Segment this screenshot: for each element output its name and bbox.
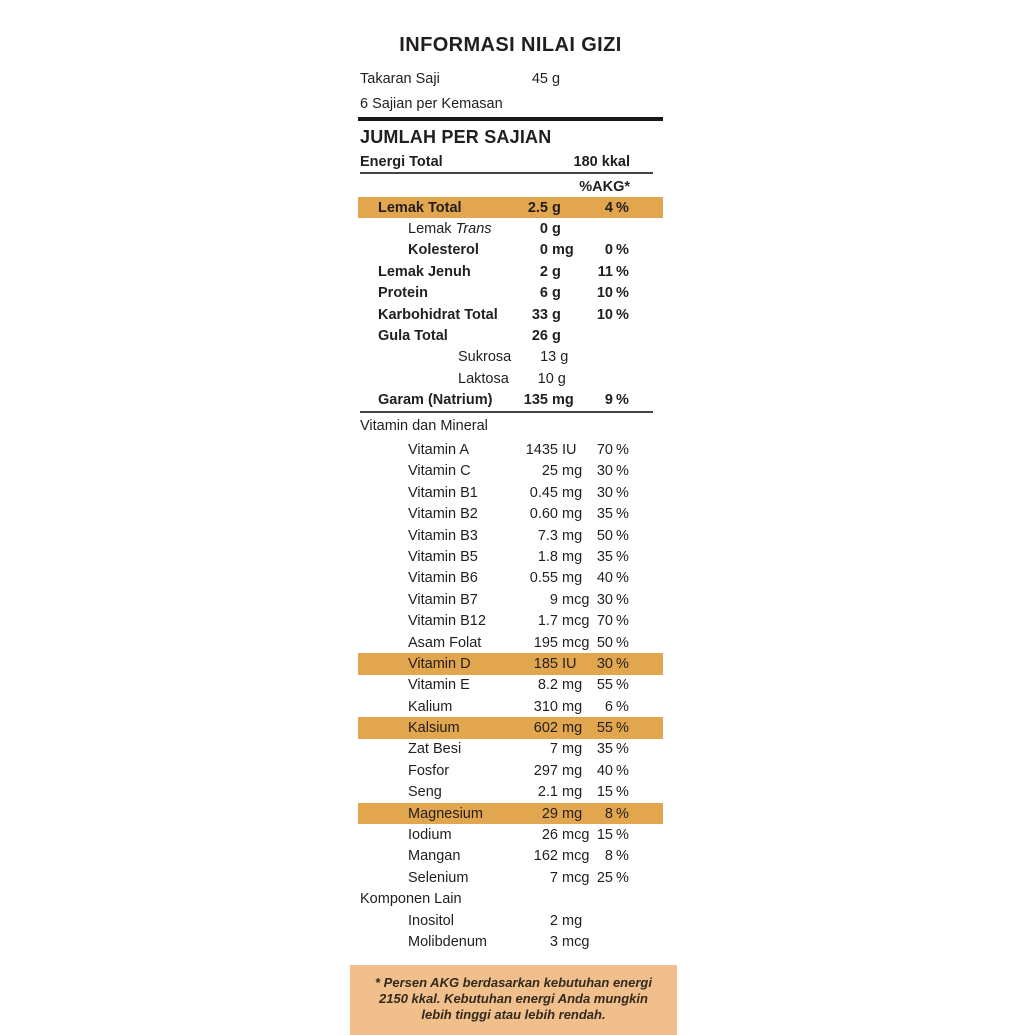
nutrient-unit: mg (562, 698, 583, 715)
nutrient-label: Vitamin B12 (408, 613, 486, 630)
nutrient-row (358, 503, 663, 524)
nutrient-row (358, 525, 663, 546)
nutrient-amount: 602 (533, 720, 558, 737)
percent-sign: % (616, 570, 629, 587)
percent-sign: % (616, 242, 629, 259)
nutrient-label: Lemak Total (378, 199, 462, 216)
nutrient-amount: 6 (539, 285, 548, 302)
nutrient-row (358, 931, 663, 952)
nutrient-row (358, 696, 663, 717)
akg-footnote: * Persen AKG berdasarkan kebutuhan energi 2150 kkal. Kebutuhan energi Anda mungkin lebih tinggi atau lebih rendah. (350, 965, 677, 1035)
other-component-rows (358, 910, 663, 953)
nutrient-percent: 35 (596, 506, 613, 523)
servings-per-package-row (358, 91, 663, 116)
nutrient-percent: 30 (596, 484, 613, 501)
nutrient-unit: mg (562, 677, 583, 694)
nutrient-unit: mcg (562, 933, 590, 950)
energy-value: 180 kkal (573, 154, 630, 170)
nutrient-row (358, 675, 663, 696)
nutrient-row (358, 568, 663, 589)
nutrient-unit: mcg (562, 613, 590, 630)
nutrient-percent: 40 (596, 570, 613, 587)
serving-size-amount: 45 (531, 70, 548, 87)
nutrition-facts-label (358, 0, 663, 1035)
divider-thick (358, 117, 663, 121)
nutrient-label: Vitamin B3 (408, 527, 478, 544)
nutrient-amount: 1435 (525, 441, 558, 458)
nutrient-row (358, 910, 663, 931)
serving-size-unit: g (552, 70, 561, 87)
nutrient-amount: 25 (541, 463, 558, 480)
nutrient-row (358, 261, 663, 282)
serving-info (358, 66, 663, 116)
nutrient-unit: g (552, 263, 561, 280)
nutrient-label: Protein (378, 285, 428, 302)
percent-sign: % (616, 634, 629, 651)
vitamin-mineral-rows (358, 439, 663, 888)
nutrient-unit: mg (562, 527, 583, 544)
nutrient-unit: g (552, 221, 561, 238)
other-components-section-header: Komponen Lain (360, 891, 462, 908)
nutrient-label: Asam Folat (408, 634, 482, 651)
nutrient-row (358, 283, 663, 304)
nutrient-amount: 2.5 (527, 199, 548, 216)
nutrient-label: Kolesterol (408, 242, 479, 259)
nutrient-amount: 13 (540, 349, 557, 366)
nutrient-percent: 10 (596, 285, 613, 302)
percent-sign: % (616, 848, 629, 865)
nutrient-amount: 8.2 (537, 677, 558, 694)
vitamin-mineral-section-header: Vitamin dan Mineral (360, 417, 488, 434)
servings-per-package: 6 Sajian per Kemasan (360, 95, 503, 112)
nutrient-amount: 7 (549, 869, 558, 886)
percent-sign: % (616, 698, 629, 715)
nutrient-percent: 15 (596, 784, 613, 801)
akg-column-header: %AKG* (579, 179, 630, 195)
nutrient-unit: mcg (562, 848, 590, 865)
percent-sign: % (616, 306, 629, 323)
nutrient-row (358, 304, 663, 325)
nutrient-percent: 10 (596, 306, 613, 323)
nutrient-unit: mg (562, 912, 583, 929)
nutrient-percent: 55 (596, 720, 613, 737)
nutrient-unit: g (552, 306, 561, 323)
nutrient-label: Vitamin B7 (408, 591, 478, 608)
nutrient-label: Lemak Jenuh (378, 263, 471, 280)
nutrient-percent: 30 (596, 655, 613, 672)
nutrient-percent: 35 (596, 741, 613, 758)
nutrient-label: Karbohidrat Total (378, 306, 498, 323)
nutrient-row (358, 368, 663, 389)
percent-sign: % (616, 762, 629, 779)
nutrient-percent: 70 (596, 441, 613, 458)
percent-sign: % (616, 506, 629, 523)
nutrient-unit: IU (562, 441, 577, 458)
percent-sign: % (616, 720, 629, 737)
nutrient-amount: 310 (533, 698, 558, 715)
nutrient-amount: 2.1 (537, 784, 558, 801)
nutrient-unit: mg (562, 506, 583, 523)
nutrient-unit: mg (562, 570, 583, 587)
percent-sign: % (616, 805, 629, 822)
nutrient-row (358, 803, 663, 824)
nutrient-unit: mg (552, 392, 574, 409)
nutrient-unit: IU (562, 655, 577, 672)
nutrient-amount: 2 (539, 263, 548, 280)
percent-sign: % (616, 741, 629, 758)
percent-sign: % (616, 784, 629, 801)
nutrient-row (358, 867, 663, 888)
page-title: INFORMASI NILAI GIZI (399, 34, 622, 56)
nutrient-percent: 4 (604, 199, 613, 216)
percent-sign: % (616, 285, 629, 302)
nutrient-amount: 10 (537, 370, 554, 387)
nutrient-amount: 162 (533, 848, 558, 865)
nutrient-label: Magnesium (408, 805, 483, 822)
nutrient-row (358, 653, 663, 674)
nutrient-amount: 1.8 (537, 548, 558, 565)
percent-sign: % (616, 613, 629, 630)
nutrient-unit: mg (562, 548, 583, 565)
nutrient-amount: 195 (533, 634, 558, 651)
nutrient-row (358, 760, 663, 781)
percent-sign: % (616, 527, 629, 544)
nutrient-percent: 30 (596, 463, 613, 480)
nutrient-unit: mcg (562, 869, 590, 886)
nutrient-unit: mg (562, 805, 583, 822)
nutrient-label: Kalsium (408, 720, 460, 737)
nutrient-percent: 0 (604, 242, 613, 259)
nutrient-amount: 7 (549, 741, 558, 758)
nutrient-unit: mg (562, 784, 583, 801)
nutrient-percent: 8 (604, 805, 613, 822)
nutrient-row (358, 739, 663, 760)
percent-sign: % (616, 484, 629, 501)
nutrient-amount: 0.45 (529, 484, 558, 501)
nutrient-label: Molibdenum (408, 933, 487, 950)
nutrient-percent: 6 (604, 698, 613, 715)
nutrient-percent: 30 (596, 591, 613, 608)
per-serving-header: JUMLAH PER SAJIAN (360, 127, 552, 147)
nutrient-amount: 0 (539, 221, 548, 238)
nutrient-row (358, 782, 663, 803)
macronutrient-rows (358, 197, 663, 411)
percent-sign: % (616, 263, 629, 280)
nutrient-unit: mg (562, 762, 583, 779)
percent-sign: % (616, 548, 629, 565)
nutrient-unit: mcg (562, 634, 590, 651)
nutrient-label: Garam (Natrium) (378, 392, 493, 409)
divider-thin (360, 411, 653, 413)
nutrient-label: Vitamin B2 (408, 506, 478, 523)
nutrient-percent: 25 (596, 869, 613, 886)
nutrient-amount: 1.7 (537, 613, 558, 630)
nutrient-label: Zat Besi (408, 741, 462, 758)
nutrient-unit: g (560, 349, 569, 366)
nutrient-label: Lemak Trans (408, 221, 492, 238)
nutrient-amount: 297 (533, 762, 558, 779)
nutrient-amount: 0.55 (529, 570, 558, 587)
energy-label: Energi Total (360, 154, 443, 170)
percent-sign: % (616, 869, 629, 886)
nutrient-unit: g (552, 285, 561, 302)
nutrient-unit: g (557, 370, 566, 387)
percent-sign: % (616, 827, 629, 844)
nutrient-amount: 2 (549, 912, 558, 929)
nutrient-unit: mcg (562, 827, 590, 844)
nutrient-amount: 9 (549, 591, 558, 608)
nutrient-label: Vitamin E (408, 677, 470, 694)
nutrient-label: Seng (408, 784, 442, 801)
nutrient-percent: 8 (604, 848, 613, 865)
nutrient-label: Kalium (408, 698, 453, 715)
nutrient-label: Vitamin B5 (408, 548, 478, 565)
nutrient-percent: 70 (596, 613, 613, 630)
nutrient-percent: 35 (596, 548, 613, 565)
nutrient-label: Vitamin D (408, 655, 471, 672)
nutrient-label: Fosfor (408, 762, 450, 779)
percent-sign: % (616, 591, 629, 608)
percent-sign: % (616, 655, 629, 672)
nutrient-label: Vitamin B1 (408, 484, 478, 501)
nutrient-row (358, 717, 663, 738)
nutrient-unit: mg (562, 741, 583, 758)
nutrient-amount: 3 (549, 933, 558, 950)
nutrient-unit: mg (562, 484, 583, 501)
nutrient-row (358, 846, 663, 867)
nutrient-amount: 26 (531, 328, 548, 345)
nutrient-row (358, 824, 663, 845)
nutrient-label: Vitamin A (408, 441, 469, 458)
nutrient-row (358, 347, 663, 368)
nutrient-amount: 7.3 (537, 527, 558, 544)
nutrient-row (358, 632, 663, 653)
nutrient-label: Gula Total (378, 328, 448, 345)
percent-sign: % (616, 199, 629, 216)
nutrient-unit: mcg (562, 591, 590, 608)
nutrient-row (358, 325, 663, 346)
nutrient-label: Inositol (408, 912, 454, 929)
nutrient-percent: 15 (596, 827, 613, 844)
nutrient-row (358, 482, 663, 503)
nutrient-amount: 185 (533, 655, 558, 672)
nutrient-row (358, 218, 663, 239)
nutrient-row (358, 390, 663, 411)
divider-thin (360, 172, 653, 174)
nutrient-percent: 11 (597, 263, 613, 280)
nutrient-row (358, 589, 663, 610)
nutrient-percent: 50 (596, 527, 613, 544)
percent-sign: % (616, 441, 629, 458)
nutrient-percent: 40 (596, 762, 613, 779)
percent-sign: % (616, 463, 629, 480)
energy-row (358, 152, 663, 172)
nutrient-label: Selenium (408, 869, 469, 886)
nutrient-unit: mg (562, 720, 583, 737)
nutrient-row (358, 240, 663, 261)
nutrient-amount: 135 (523, 392, 548, 409)
nutrient-row (358, 610, 663, 631)
percent-sign: % (616, 392, 629, 409)
nutrient-amount: 29 (541, 805, 558, 822)
nutrient-label: Laktosa (458, 370, 509, 387)
nutrient-unit: g (552, 328, 561, 345)
serving-size-label: Takaran Saji (360, 70, 440, 87)
nutrient-amount: 0 (539, 242, 548, 259)
nutrient-row (358, 461, 663, 482)
nutrient-amount: 0.60 (529, 506, 558, 523)
nutrient-label: Vitamin C (408, 463, 471, 480)
nutrient-label: Sukrosa (458, 349, 512, 366)
nutrient-percent: 9 (604, 392, 613, 409)
serving-size-row (358, 66, 663, 91)
nutrient-label: Vitamin B6 (408, 570, 478, 587)
percent-sign: % (616, 677, 629, 694)
nutrient-unit: mg (552, 242, 574, 259)
nutrient-unit: mg (562, 463, 583, 480)
nutrient-amount: 33 (531, 306, 548, 323)
nutrient-label: Mangan (408, 848, 461, 865)
nutrient-row (358, 546, 663, 567)
nutrient-row (358, 197, 663, 218)
nutrient-amount: 26 (541, 827, 558, 844)
nutrient-row (358, 439, 663, 460)
nutrient-unit: g (552, 199, 561, 216)
nutrient-label: Iodium (408, 827, 452, 844)
nutrient-percent: 50 (596, 634, 613, 651)
nutrient-percent: 55 (596, 677, 613, 694)
